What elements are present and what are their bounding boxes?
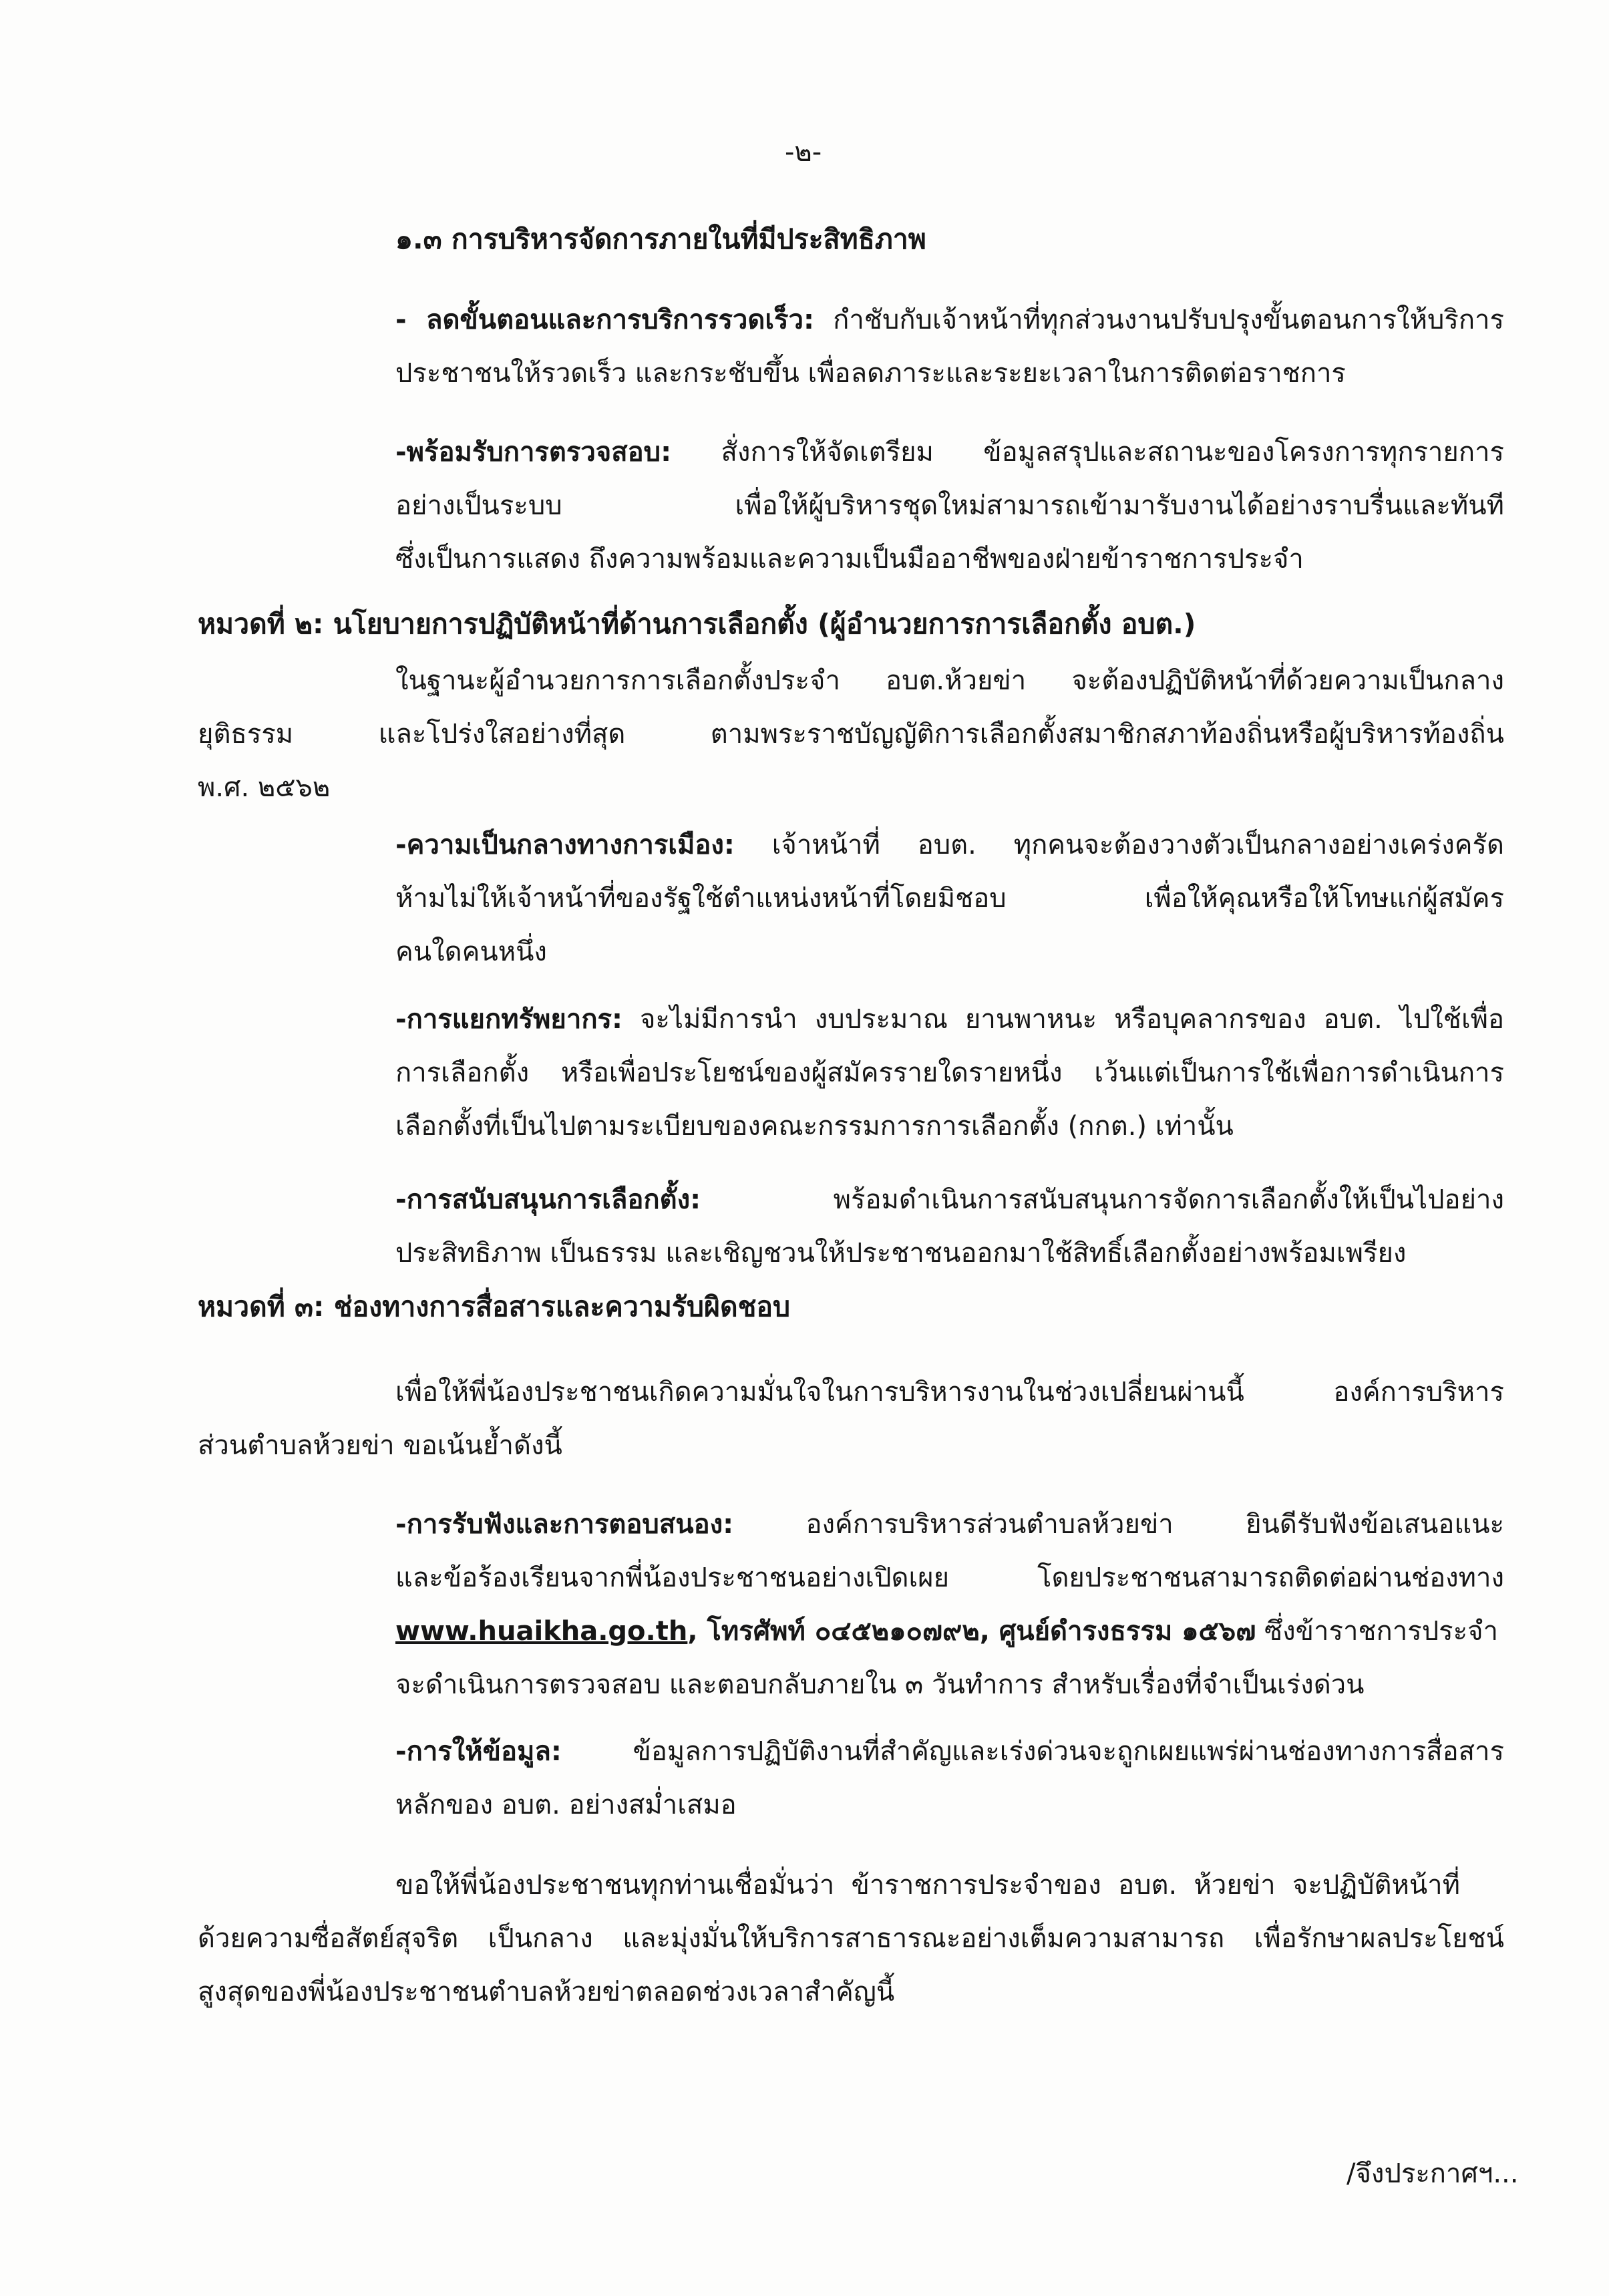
closing-line2: ด้วยความซื่อสัตย์สุจริต เป็นกลาง และมุ่งมั่นให้บริการสาธารณะอย่างเต็มความสามารถ เพื่อรักษาผลประโยชน์ (198, 1923, 1504, 1954)
paragraph-streamline-line1 (395, 299, 1504, 341)
paragraph-audit-line2: อย่างเป็นระบบ เพื่อให้ผู้บริหารชุดใหม่สามารถเข้ามารับงานได้อย่างราบรื่นและทันที (395, 490, 1504, 521)
text-streamline-1: กำชับกับเจ้าหน้าที่ทุกส่วนงานปรับปรุงขั้นตอนการให้บริการ (814, 305, 1504, 335)
closing-line3: สูงสุดของพี่น้องประชาชนตำบลห้วยข่าตลอดช่วงเวลาสำคัญนี้ (198, 1977, 895, 2007)
section-3-intro-line2: ส่วนตำบลห้วยข่า ขอเน้นย้ำดังนี้ (198, 1430, 562, 1461)
paragraph-support-line2: ประสิทธิภาพ เป็นธรรม และเชิญชวนให้ประชาชนออกมาใช้สิทธิ์เลือกตั้งอย่างพร้อมเพรียง (395, 1238, 1407, 1269)
paragraph-info-line1 (395, 1730, 1504, 1773)
paragraph-audit-line3: ซึ่งเป็นการแสดง ถึงความพร้อมและความเป็นมืออาชีพของฝ่ายข้าราชการประจำ (395, 544, 1304, 575)
closing-line1: ขอให้พี่น้องประชาชนทุกท่านเชื่อมั่นว่า ข้าราชการประจำของ อบต. ห้วยข่า จะปฏิบัติหน้าที่ (395, 1870, 1460, 1901)
section-2-heading: หมวดที่ ๒: นโยบายการปฏิบัติหน้าที่ด้านการเลือกตั้ง (ผู้อำนวยการการเลือกตั้ง อบต.) (198, 608, 1196, 640)
paragraph-info-line2: หลักของ อบต. อย่างสม่ำเสมอ (395, 1790, 737, 1820)
page-number: -๒- (785, 137, 822, 168)
text-support-1: พร้อมดำเนินการสนับสนุนการจัดการเลือกตั้งให้เป็นไปอย่าง (701, 1184, 1504, 1215)
paragraph-resources-line1 (395, 998, 1504, 1041)
label-support: -การสนับสนุนการเลือกตั้ง: (395, 1184, 701, 1215)
continuation-note: /จึงประกาศฯ... (1347, 2158, 1519, 2189)
text-resources-1: จะไม่มีการนำ งบประมาณ ยานพาหนะ หรือบุคลากรของ อบต. ไปใช้เพื่อ (622, 1004, 1504, 1035)
text-feedback-1: องค์การบริหารส่วนตำบลห้วยข่า ยินดีรับฟังข้อเสนอแนะ (733, 1509, 1504, 1540)
label-streamline: - ลดขั้นตอนและการบริการรวดเร็ว: (395, 305, 814, 335)
section-2-intro-line1: ในฐานะผู้อำนวยการการเลือกตั้งประจำ อบต.ห้วยข่า จะต้องปฏิบัติหน้าที่ด้วยความเป็นกลาง (395, 665, 1504, 696)
label-info: -การให้ข้อมูล: (395, 1736, 562, 1767)
paragraph-feedback-line1 (395, 1503, 1504, 1546)
section-3-intro-line1: เพื่อให้พี่น้องประชาชนเกิดความมั่นใจในการบริหารงานในช่วงเปลี่ยนผ่านนี้ องค์การบริหาร (395, 1377, 1504, 1408)
label-neutrality: -ความเป็นกลางทางการเมือง: (395, 830, 735, 860)
section-2-intro-line3: พ.ศ. ๒๕๖๒ (198, 772, 331, 803)
website-link[interactable]: www.huaikha.go.th (395, 1616, 688, 1647)
paragraph-neutrality-line2: ห้ามไม่ให้เจ้าหน้าที่ของรัฐใช้ตำแหน่งหน้าที่โดยมิชอบ เพื่อให้คุณหรือให้โทษแก่ผู้สมัคร (395, 883, 1504, 914)
text-feedback-3: ซึ่งข้าราชการประจำ (1256, 1616, 1498, 1647)
paragraph-support-line1 (395, 1178, 1504, 1221)
paragraph-neutrality-line3: คนใดคนหนึ่ง (395, 937, 547, 967)
section-3-heading: หมวดที่ ๓: ช่องทางการสื่อสารและความรับผิดชอบ (198, 1291, 791, 1323)
paragraph-streamline-line2: ประชาชนให้รวดเร็ว และกระชับขึ้น เพื่อลดภาระและระยะเวลาในการติดต่อราชการ (395, 358, 1346, 389)
label-resources: -การแยกทรัพยากร: (395, 1004, 623, 1035)
label-audit: -พร้อมรับการตรวจสอบ: (395, 437, 672, 468)
paragraph-audit-line1 (395, 431, 1504, 474)
text-audit-1: สั่งการให้จัดเตรียม ข้อมูลสรุปและสถานะของโครงการทุกรายการ (671, 437, 1504, 468)
section-1-3-heading: ๑.๓ การบริหารจัดการภายในที่มีประสิทธิภาพ (395, 223, 926, 255)
paragraph-feedback-line4: จะดำเนินการตรวจสอบ และตอบกลับภายใน ๓ วันทำการ สำหรับเรื่องที่จำเป็นเร่งด่วน (395, 1669, 1365, 1700)
label-feedback: -การรับฟังและการตอบสนอง: (395, 1509, 734, 1540)
section-2-intro-line2: ยุติธรรม และโปร่งใสอย่างที่สุด ตามพระราชบัญญัติการเลือกตั้งสมาชิกสภาท้องถิ่นหรือผู้บริหารท้องถิ่น (198, 719, 1504, 750)
paragraph-neutrality-line1 (395, 824, 1504, 866)
text-neutrality-1: เจ้าหน้าที่ อบต. ทุกคนจะต้องวางตัวเป็นกลางอย่างเคร่งครัด (734, 830, 1504, 860)
paragraph-feedback-line3 (395, 1610, 1498, 1653)
paragraph-feedback-line2: และข้อร้องเรียนจากพี่น้องประชาชนอย่างเปิดเผย โดยประชาชนสามารถติดต่อผ่านช่องทาง (395, 1563, 1504, 1593)
paragraph-resources-line3: เลือกตั้งที่เป็นไปตามระเบียบของคณะกรรมการการเลือกตั้ง (กกต.) เท่านั้น (395, 1111, 1234, 1142)
text-info-1: ข้อมูลการปฏิบัติงานที่สำคัญและเร่งด่วนจะถูกเผยแพร่ผ่านช่องทางการสื่อสาร (561, 1736, 1504, 1767)
paragraph-resources-line2: การเลือกตั้ง หรือเพื่อประโยชน์ของผู้สมัครรายใดรายหนึ่ง เว้นแต่เป็นการใช้เพื่อการดำเนินการ (395, 1057, 1504, 1088)
contact-numbers: , โทรศัพท์ ๐๔๕๒๑๐๗๙๒, ศูนย์ดำรงธรรม ๑๕๖๗ (687, 1616, 1256, 1647)
